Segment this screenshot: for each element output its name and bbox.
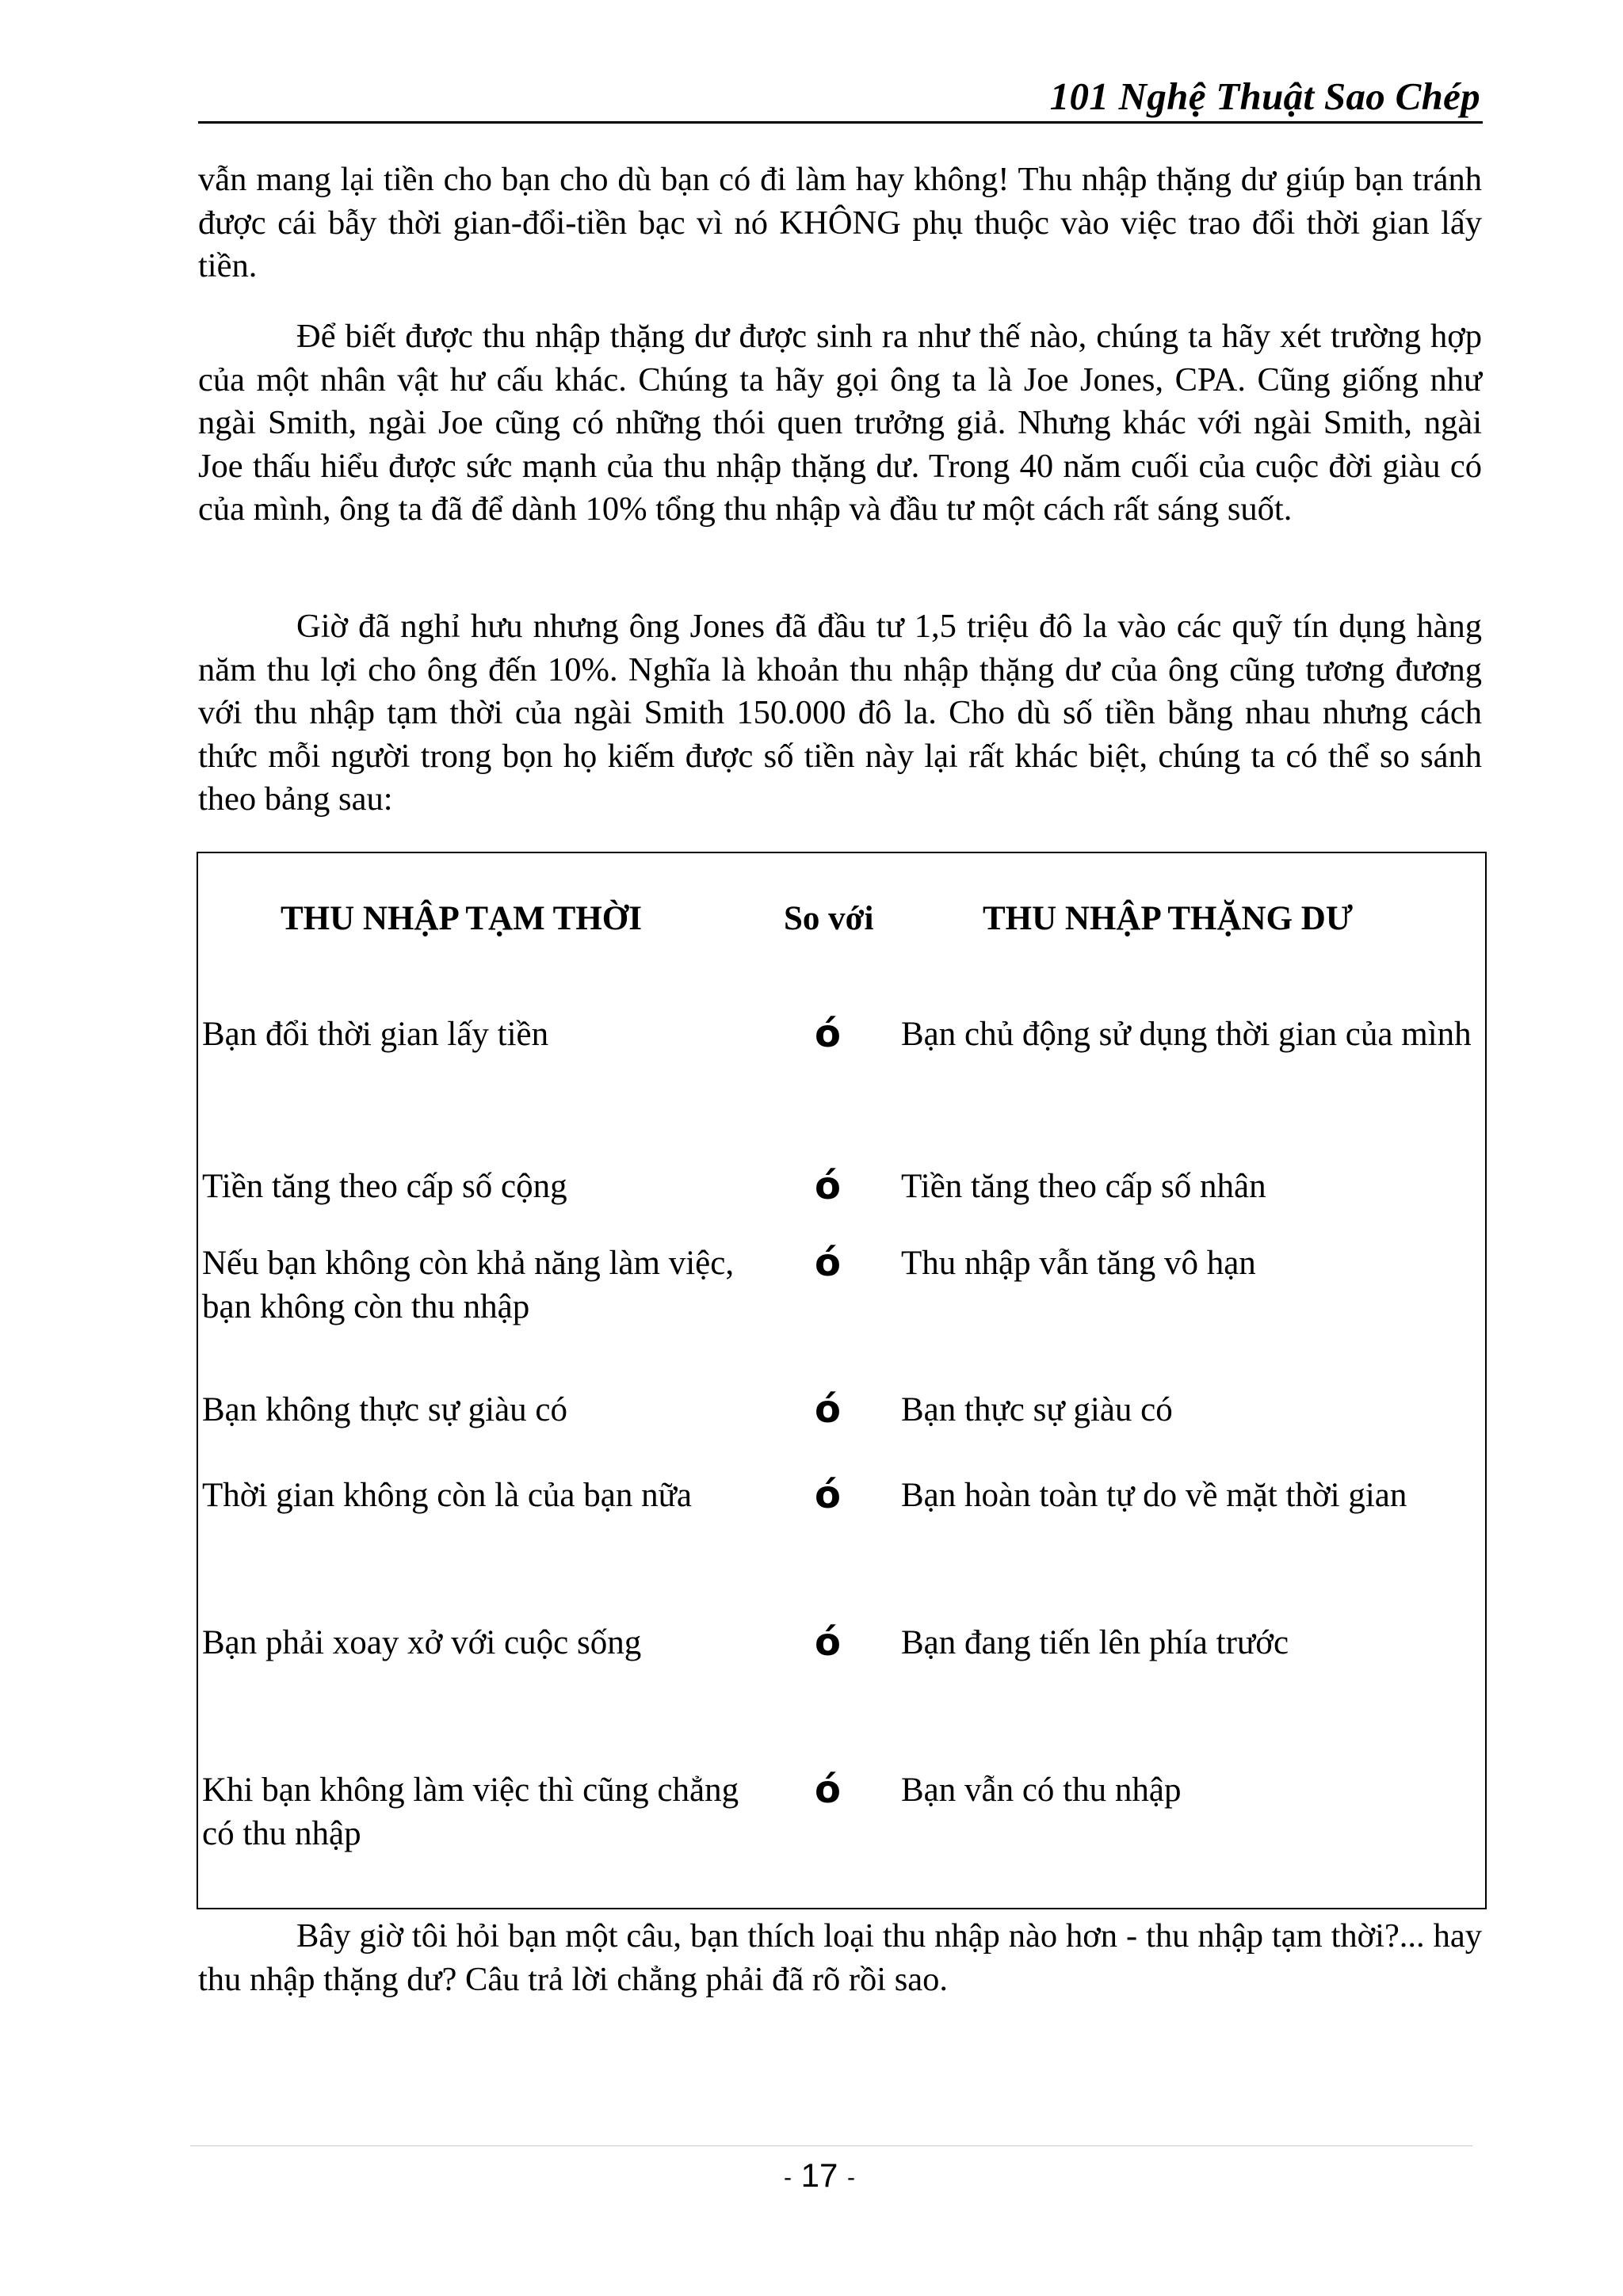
paragraph-3 <box>198 605 1482 847</box>
heading-residual-income: THU NHẬP THẶNG DƯ <box>983 900 1354 937</box>
row-5-arrow-icon: ó <box>815 1473 841 1517</box>
row-1-arrow-icon: ó <box>815 1012 841 1056</box>
row-2-right: Tiền tăng theo cấp số nhân <box>901 1168 1266 1205</box>
row-3-right: Thu nhập vẫn tăng vô hạn <box>901 1245 1256 1282</box>
row-7-right: Bạn vẫn có thu nhập <box>901 1772 1182 1809</box>
row-7-left: Khi bạn không làm việc thì cũng chẳng có thu nhập <box>202 1772 739 1852</box>
row-6-arrow-icon: ó <box>815 1620 841 1665</box>
row-6-right: Bạn đang tiến lên phía trước <box>901 1624 1289 1661</box>
page-number <box>0 2157 1623 2195</box>
row-1-left: Bạn đổi thời gian lấy tiền <box>202 1016 549 1053</box>
row-4-arrow-icon: ó <box>815 1387 841 1432</box>
header-rule <box>198 121 1483 124</box>
paragraph-4-text: Bây giờ tôi hỏi bạn một câu, bạn thích loại thu nhập nào hơn - thu nhập tạm thời?... hay thu nhập thặng dư? Câu trả lời chẳng phải đã rõ rồi sao. <box>198 1917 1482 1998</box>
footer-rule <box>190 2145 1472 2146</box>
row-4-right: Bạn thực sự giàu có <box>901 1391 1173 1428</box>
row-3-left: Nếu bạn không còn khả năng làm việc, bạn không còn thu nhập <box>202 1245 735 1325</box>
paragraph-4 <box>198 1915 1482 2027</box>
paragraph-1 <box>198 158 1482 314</box>
page-number-dash-left: - <box>783 2164 792 2191</box>
comparison-box <box>197 852 1487 1909</box>
row-5-right: Bạn hoàn toàn tự do về mặt thời gian <box>901 1477 1407 1514</box>
page-number-dash-right: - <box>847 2164 856 2191</box>
row-6-left: Bạn phải xoay xở với cuộc sống <box>202 1624 642 1661</box>
row-1-right: Bạn chủ động sử dụng thời gian của mình <box>901 1016 1472 1053</box>
row-7-arrow-icon: ó <box>815 1768 841 1812</box>
row-4-left: Bạn không thực sự giàu có <box>202 1391 568 1428</box>
heading-compare: So với <box>784 900 874 937</box>
paragraph-2 <box>198 315 1482 557</box>
page-number-value: 17 <box>800 2157 838 2194</box>
paragraph-3-text: Giờ đã nghỉ hưu nhưng ông Jones đã đầu tư 1,5 triệu đô la vào các quỹ tín dụng hàng năm thu lợi cho ông đến 10%. Nghĩa là khoản thu nhập thặng dư của ông cũng tương đương với thu nhập tạm thời của ngài Smith 150.000 đô la. Cho dù số tiền bằng nhau nhưng cách thức mỗi người trong bọn họ kiếm được số tiền này lại rất khác biệt, chúng ta có thể so sánh theo bảng sau: <box>198 608 1482 818</box>
row-5-left: Thời gian không còn là của bạn nữa <box>202 1477 692 1514</box>
row-2-left: Tiền tăng theo cấp số cộng <box>202 1168 567 1205</box>
heading-temporary-income: THU NHẬP TẠM THỜI <box>281 900 642 937</box>
paragraph-1-text: vẫn mang lại tiền cho bạn cho dù bạn có đi làm hay không! Thu nhập thặng dư giúp bạn tránh được cái bẫy thời gian-đổi-tiền bạc vì nó KHÔNG phụ thuộc vào việc trao đổi thời gian lấy tiền. <box>198 161 1482 284</box>
row-2-arrow-icon: ó <box>815 1164 841 1208</box>
paragraph-2-text: Để biết được thu nhập thặng dư được sinh ra như thế nào, chúng ta hãy xét trường hợp của một nhân vật hư cấu khác. Chúng ta hãy gọi ông ta là Joe Jones, CPA. Cũng giống như ngài Smith, ngài Joe cũng có những thói quen trưởng giả. Nhưng khác với ngài Smith, ngài Joe thấu hiểu được sức mạnh của thu nhập thặng dư. Trong 40 năm cuối của cuộc đời giàu có của mình, ông ta đã để dành 10% tổng thu nhập và đầu tư một cách rất sáng suốt. <box>198 318 1482 528</box>
running-header-title: 101 Nghệ Thuật Sao Chép <box>1049 74 1480 118</box>
row-3-arrow-icon: ó <box>815 1241 841 1285</box>
